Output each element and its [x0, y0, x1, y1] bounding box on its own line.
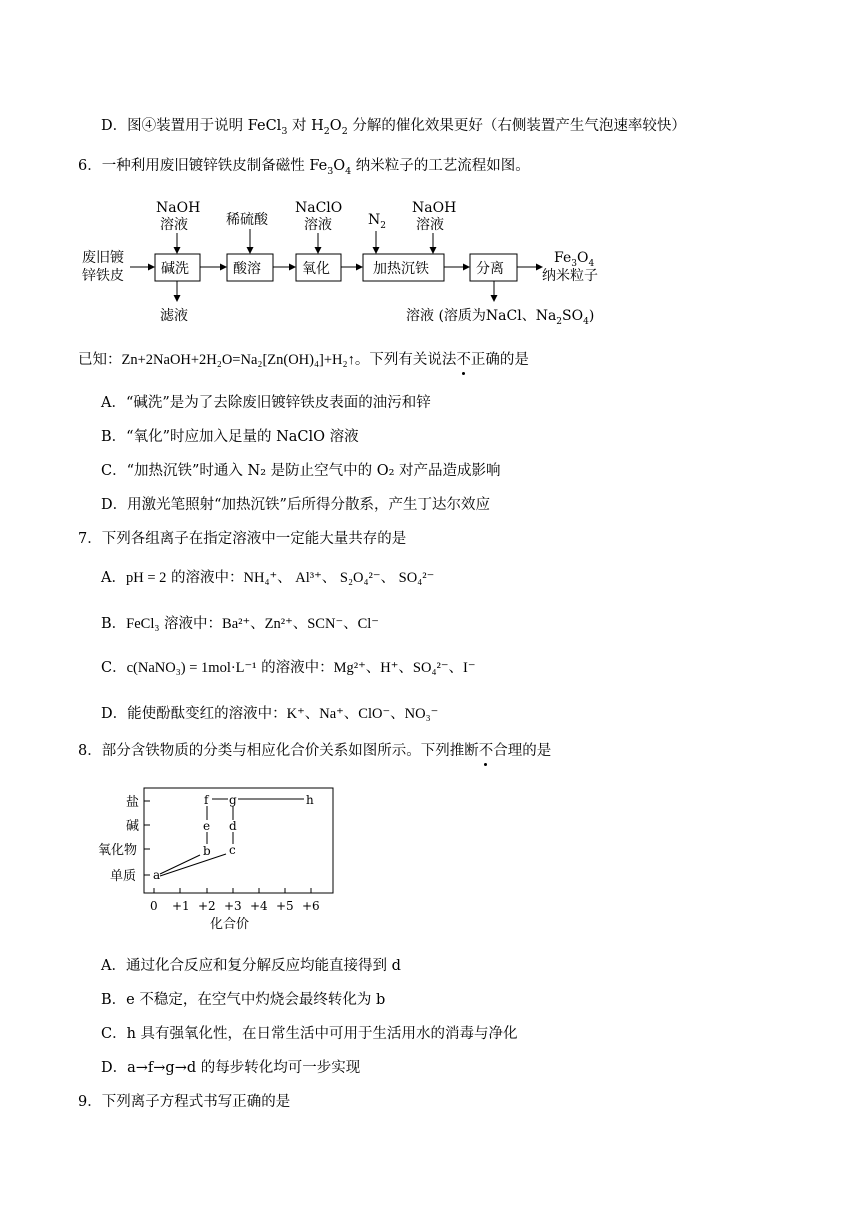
flow-reagent-n2: $N_2$	[368, 212, 386, 231]
q7-option-b: B．FeCl₃ 溶液中：Ba²⁺、Zn²⁺、SCN⁻、Cl⁻	[101, 616, 379, 632]
flow-solution: 溶液 (溶质为NaCl、$Na_2SO_4$)	[406, 308, 595, 327]
q9-stem: 9．下列离子方程式书写正确的是	[78, 1094, 291, 1110]
flow-box-label: 加热沉铁	[373, 261, 429, 277]
q6-option-c: C．“加热沉铁”时通入 N₂ 是防止空气中的 O₂ 对产品造成影响	[101, 463, 501, 479]
y-label-element: 单质	[110, 869, 137, 884]
q6-option-b: B．“氧化”时应加入足量的 NaClO 溶液	[101, 429, 359, 445]
point-c: c	[229, 843, 236, 857]
q8-option-c: C．h 具有强氧化性，在日常生活中可用于生活用水的消毒与净化	[101, 1026, 518, 1042]
point-b: b	[203, 844, 211, 858]
flow-reagent-naoh: 溶液	[160, 217, 188, 233]
flow-box-label: 氧化	[302, 261, 330, 277]
x-tick: +6	[302, 899, 320, 913]
flow-reagent-naoh: 溶液	[416, 217, 444, 233]
x-tick: 0	[150, 899, 158, 913]
x-tick: +1	[172, 899, 190, 913]
flow-output: 纳米粒子	[542, 268, 598, 284]
x-tick: +3	[224, 899, 242, 913]
point-a: a	[153, 868, 161, 882]
point-e: e	[203, 819, 211, 833]
point-h: h	[306, 793, 314, 807]
point-f: f	[204, 793, 209, 807]
q7-stem: 7．下列各组离子在指定溶液中一定能大量共存的是	[78, 531, 407, 547]
x-axis-label: 化合价	[210, 917, 250, 932]
x-tick: +4	[250, 899, 268, 913]
flow-box-label: 碱洗	[161, 261, 189, 277]
flow-reagent-naoh: NaOH	[156, 200, 201, 216]
q6-known: 已知：Zn+2NaOH+2H₂O=Na₂[Zn(OH)₄]+H₂↑。下列有关说法不正确的是	[78, 352, 529, 368]
q8-option-d: D．a→f→g→d 的每步转化均可一步实现	[101, 1060, 361, 1076]
flow-output: $Fe_3O_4$	[554, 250, 595, 269]
y-label-oxide: 氧化物	[98, 843, 138, 858]
flow-box-label: 酸溶	[233, 261, 261, 277]
point-g: g	[229, 793, 237, 807]
flow-input-label: 锌铁皮	[82, 268, 124, 284]
flow-reagent-naclo: 溶液	[304, 217, 332, 233]
q8-stem: 8．部分含铁物质的分类与相应化合价关系如图所示。下列推断不合理的是	[78, 743, 552, 759]
q6-option-d: D．用激光笔照射“加热沉铁”后所得分散系，产生丁达尔效应	[101, 497, 490, 513]
q5-option-d: D．图④装置用于说明 FeCl$_3$ 对 $H_2O_2$ 分解的催化效果更好（右侧装置产生气泡速率较快）	[101, 118, 686, 137]
y-label-base: 碱	[126, 819, 140, 834]
flow-filtrate: 滤液	[160, 308, 188, 324]
q6-stem: 6．一种利用废旧镀锌铁皮制备磁性 $Fe_3O_4$ 纳米粒子的工艺流程如图。	[78, 158, 530, 177]
q8-option-b: B．e 不稳定，在空气中灼烧会最终转化为 b	[101, 992, 386, 1008]
x-tick: +2	[198, 899, 216, 913]
x-tick: +5	[276, 899, 294, 913]
q7-option-c: C．c(NaNO₃) = 1mol·L⁻¹ 的溶液中：Mg²⁺、H⁺、SO₄²⁻、I⁻	[101, 660, 476, 676]
q8-option-a: A．通过化合反应和复分解反应均能直接得到 d	[101, 958, 401, 974]
process-flow-diagram	[76, 196, 636, 334]
flow-input-label: 废旧镀	[82, 250, 124, 266]
point-d: d	[229, 819, 237, 833]
flow-reagent-dilute-h2so4: 稀硫酸	[226, 212, 268, 228]
y-label-salt: 盐	[126, 795, 140, 810]
flow-reagent-naoh: NaOH	[412, 200, 457, 216]
flow-box-label: 分离	[476, 261, 504, 277]
iron-valence-chart	[92, 784, 342, 934]
q7-option-a: A．pH = 2 的溶液中：NH₄⁺、 Al³⁺、 S₂O₄²⁻、 SO₄²⁻	[101, 570, 435, 586]
q6-option-a: A．“碱洗”是为了去除废旧镀锌铁皮表面的油污和锌	[101, 395, 431, 411]
flow-reagent-naclo: NaClO	[295, 200, 343, 216]
q7-option-d: D．能使酚酞变红的溶液中：K⁺、Na⁺、ClO⁻、NO₃⁻	[101, 706, 439, 722]
